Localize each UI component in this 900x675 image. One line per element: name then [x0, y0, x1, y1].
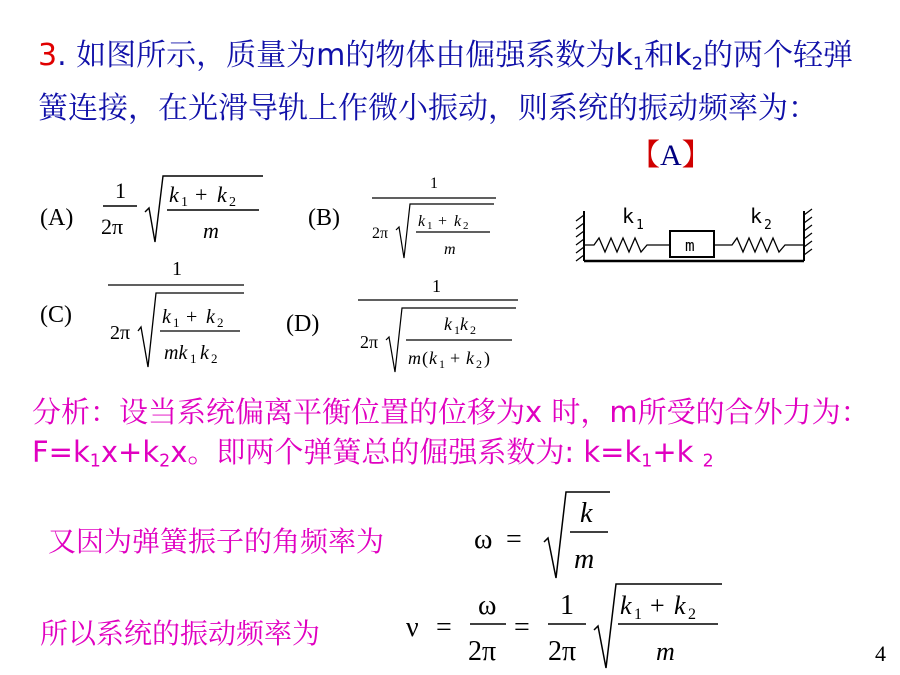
svg-text:ν: ν	[406, 612, 419, 643]
right-wall	[804, 209, 812, 261]
svg-text:m: m	[444, 241, 456, 258]
svg-text:2: 2	[470, 323, 476, 337]
k1-label: k	[622, 204, 635, 228]
svg-text:ω: ω	[474, 524, 493, 555]
svg-text:(: (	[422, 348, 428, 368]
option-c-label: (C)	[40, 302, 72, 328]
svg-text:+: +	[186, 306, 198, 328]
svg-text:1: 1	[454, 323, 460, 337]
svg-text:1: 1	[427, 220, 433, 232]
svg-text:m: m	[203, 218, 219, 243]
svg-text:+: +	[195, 182, 208, 207]
svg-text:1: 1	[432, 276, 441, 296]
left-wall	[576, 211, 584, 261]
svg-text:m: m	[408, 348, 421, 368]
svg-text:2: 2	[211, 351, 218, 366]
analysis-text: 分析：设当系统偏离平衡位置的位移为x 时，m所受的合外力为：$F=k_1x+k_2x$。即两个弹簧总的倔强系数为: $k=k_1+k$ $_2$	[32, 395, 870, 472]
svg-text:=: =	[436, 612, 452, 643]
svg-text:k: k	[217, 182, 227, 207]
svg-text:2: 2	[463, 220, 469, 232]
svg-text:k: k	[620, 591, 632, 620]
svg-text:k: k	[674, 591, 686, 620]
spring-k2	[714, 238, 804, 252]
svg-text:mk: mk	[164, 342, 188, 364]
spring-k1	[584, 238, 670, 252]
svg-text:2: 2	[476, 357, 482, 371]
question-text: 3. 如图所示，质量为m的物体由倔强系数为$k_1$和$k_2$的两个轻弹簧连接，在光滑导轨上作微小振动，则系统的振动频率为：	[38, 38, 854, 126]
page-number: 4	[875, 641, 886, 666]
svg-text:k: k	[466, 348, 474, 368]
formula-option-c	[104, 255, 254, 375]
formula-option-d	[354, 268, 524, 378]
svg-text:2π: 2π	[360, 332, 379, 352]
svg-text:2π: 2π	[101, 214, 124, 239]
formula-nu	[402, 578, 732, 673]
svg-text:k: k	[454, 213, 462, 230]
svg-text:): )	[484, 348, 490, 368]
svg-text:2: 2	[229, 195, 236, 210]
svg-text:+: +	[650, 591, 665, 620]
svg-text:1: 1	[430, 175, 438, 192]
svg-text:+: +	[438, 213, 448, 230]
option-d-label: (D)	[286, 311, 320, 337]
omega-text: 又因为弹簧振子的角频率为	[48, 525, 385, 558]
svg-text:k: k	[200, 342, 209, 364]
formula-omega	[470, 488, 620, 583]
svg-text:ω: ω	[478, 590, 497, 621]
svg-text:2: 2	[764, 218, 772, 233]
svg-text:k: k	[206, 306, 215, 328]
svg-text:1: 1	[439, 357, 445, 371]
option-a-label: (A)	[40, 205, 74, 231]
nu-text: 所以系统的振动频率为	[40, 617, 321, 650]
svg-text:k: k	[444, 314, 452, 334]
formula-option-a	[95, 170, 275, 250]
svg-text:k: k	[162, 306, 171, 328]
k2-label: k	[750, 204, 763, 228]
svg-text:1: 1	[172, 258, 182, 280]
svg-text:1: 1	[181, 195, 188, 210]
option-b-label: (B)	[308, 205, 340, 231]
svg-text:k: k	[580, 498, 593, 529]
svg-text:2π: 2π	[372, 225, 389, 242]
svg-text:1: 1	[190, 351, 197, 366]
svg-text:k: k	[460, 314, 468, 334]
svg-text:2π: 2π	[548, 636, 577, 667]
svg-text:1: 1	[560, 590, 574, 621]
formula-option-b	[368, 170, 508, 270]
svg-text:=: =	[514, 612, 530, 643]
svg-text:2: 2	[688, 606, 696, 623]
svg-text:k: k	[169, 182, 179, 207]
svg-text:=: =	[506, 524, 522, 555]
svg-text:2π: 2π	[468, 636, 497, 667]
svg-text:1: 1	[115, 178, 126, 203]
svg-text:m: m	[656, 637, 675, 666]
answer-badge: 【A】	[630, 139, 712, 172]
svg-text:2: 2	[217, 315, 224, 330]
svg-text:1: 1	[173, 315, 180, 330]
svg-text:1: 1	[634, 606, 642, 623]
svg-text:1: 1	[636, 218, 644, 233]
question-number: 3	[38, 38, 58, 73]
mass-label: m	[685, 236, 695, 255]
svg-text:k: k	[429, 348, 437, 368]
svg-text:k: k	[418, 213, 426, 230]
svg-text:m: m	[574, 544, 595, 575]
svg-text:+: +	[450, 348, 461, 368]
spring-mass-diagram	[570, 195, 820, 270]
svg-text:2π: 2π	[110, 322, 131, 344]
